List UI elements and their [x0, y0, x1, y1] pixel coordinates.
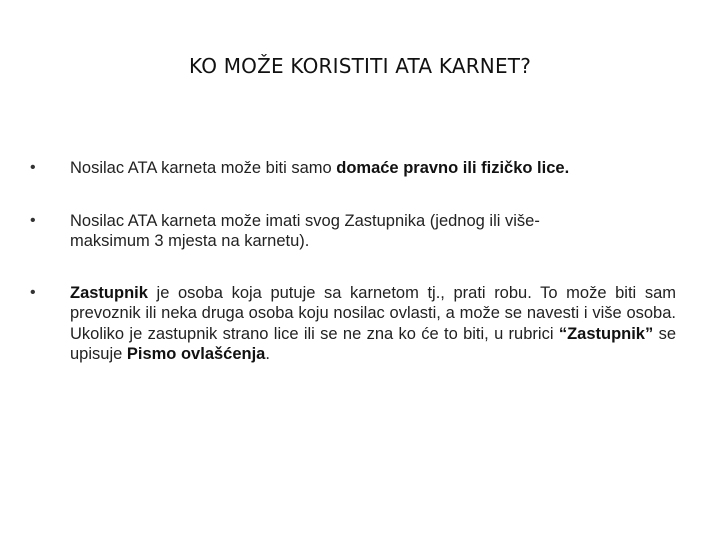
bullet-dot-icon: • [30, 159, 36, 176]
bullet-1-bold-text: domaće pravno ili fizičko lice. [336, 159, 570, 177]
bullet-list [30, 158, 680, 365]
bullet-3-document-name: Pismo ovlašćenja [126, 345, 266, 363]
bullet-2-line-2: maksimum 3 mjesta na karnetu). [70, 232, 310, 250]
bullet-3-text-2: se upisuje [70, 324, 676, 363]
bullet-3-period: . [265, 345, 270, 363]
bullet-item-1 [30, 158, 680, 179]
bullet-3-term: Zastupnik [70, 283, 148, 302]
bullet-1-text: Nosilac ATA karneta može biti samo [70, 159, 337, 177]
bullet-item-2 [30, 211, 680, 252]
bullet-dot-icon: • [30, 283, 36, 301]
slide-title: KO MOŽE KORISTITI ATA KARNET? [188, 54, 532, 78]
bullet-item-3 [30, 283, 676, 365]
bullet-dot-icon: • [30, 211, 36, 229]
bullet-3-field-name: “Zastupnik” [558, 324, 654, 343]
bullet-2-line-1: Nosilac ATA karneta može imati svog Zastupnika (jednog ili više- [70, 211, 540, 230]
bullet-3-text-1: je osoba koja putuje sa karnetom tj., prati robu. To može biti sam prevoznik ili neka druga osoba koju nosilac ovlasti, a može se navesti i više osoba. Ukoliko je zastupnik strano lice ili se ne zna ko će to biti, u rubrici [70, 283, 676, 343]
